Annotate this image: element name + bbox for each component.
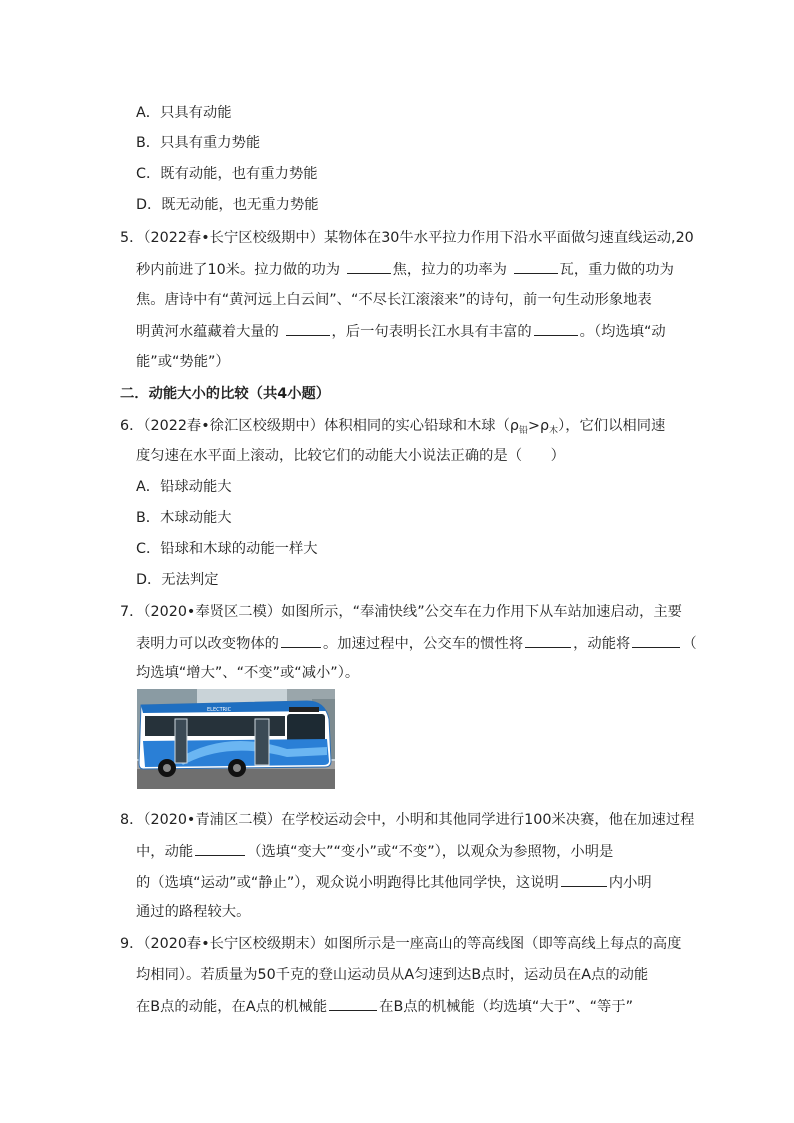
q4-option-a: A．只具有动能 bbox=[136, 105, 232, 121]
q5-line-5: 能”或“势能”） bbox=[136, 354, 230, 370]
answer-blank bbox=[281, 633, 321, 648]
q7-line-3: 均选填“增大”、“不变”或“减小”）。 bbox=[136, 665, 360, 681]
q9-line-3: 在B点的动能，在A点的机械能 在B点的机械能（均选填“大于”、“等于” bbox=[136, 996, 633, 1017]
bus-photo bbox=[137, 689, 335, 789]
answer-blank bbox=[286, 321, 330, 336]
answer-blank bbox=[525, 633, 571, 648]
section-heading: 二．动能大小的比较（共4小题） bbox=[120, 386, 331, 402]
answer-blank bbox=[632, 633, 680, 648]
q6-line-1: 6．（2022春•徐汇区校级期中）体积相同的实心铅球和木球$(\rho_铅>\rho_木)$，它们以相同速 bbox=[120, 418, 666, 436]
q7-line-2: 表明力可以改变物体的 。加速过程中，公交车的惯性将 ，动能将 （ bbox=[136, 633, 697, 654]
answer-blank bbox=[514, 259, 558, 274]
q4-option-c: C．既有动能，也有重力势能 bbox=[136, 166, 318, 182]
answer-blank bbox=[195, 841, 245, 856]
q5-line-3: 焦。唐诗中有“黄河远上白云间”、“不尽长江滚滚来”的诗句，前一句生动形象地表 bbox=[136, 292, 652, 308]
bus-side-text: ELECTRIC bbox=[207, 707, 232, 713]
q8-line-2: 中，动能 （选填“变大”“变小”或“不变”），以观众为参照物，小明是 bbox=[136, 841, 613, 862]
q4-option-d: D．既无动能，也无重力势能 bbox=[136, 197, 319, 213]
q6-option-d: D．无法判定 bbox=[136, 572, 219, 588]
q8-line-4: 通过的路程较大。 bbox=[136, 904, 251, 920]
q4-option-b: B．只具有重力势能 bbox=[136, 135, 261, 151]
q6-line-2: 度匀速在水平面上滚动，比较它们的动能大小说法正确的是（ ） bbox=[136, 448, 565, 464]
q9-line-2: 均相同）。若质量为50千克的登山运动员从A匀速到达B点时，运动员在A点的动能 bbox=[136, 967, 649, 983]
q7-line-1: 7．（2020•奉贤区二模）如图所示，“奉浦快线”公交车在力作用下从车站加速启动，主要 bbox=[120, 604, 682, 620]
answer-blank bbox=[534, 321, 578, 336]
q5-line-2: 秒内前进了10米。拉力做的功为 焦，拉力的功率为 瓦，重力做的功为 bbox=[136, 259, 674, 280]
q6-option-a: A．铅球动能大 bbox=[136, 479, 232, 495]
q5-line-1: 5．（2022春•长宁区校级期中）某物体在30牛水平拉力作用下沿水平面做匀速直线运动,20 bbox=[120, 230, 694, 246]
q8-line-3: 的（选填“运动”或“静止”），观众说小明跑得比其他同学快，这说明 内小明 bbox=[136, 872, 652, 893]
q8-line-1: 8．（2020•青浦区二模）在学校运动会中，小明和其他同学进行100米决赛，他在加速过程 bbox=[120, 812, 695, 828]
q6-option-b: B．木球动能大 bbox=[136, 510, 232, 526]
q5-line-4: 明黄河水蕴藏着大量的 ，后一句表明长江水具有丰富的 。（均选填“动 bbox=[136, 321, 666, 342]
q6-option-c: C．铅球和木球的动能一样大 bbox=[136, 541, 318, 557]
q9-line-1: 9．（2020春•长宁区校级期末）如图所示是一座高山的等高线图（即等高线上每点的高度 bbox=[120, 936, 682, 952]
answer-blank bbox=[561, 872, 607, 887]
answer-blank bbox=[329, 996, 377, 1011]
answer-blank bbox=[347, 259, 391, 274]
